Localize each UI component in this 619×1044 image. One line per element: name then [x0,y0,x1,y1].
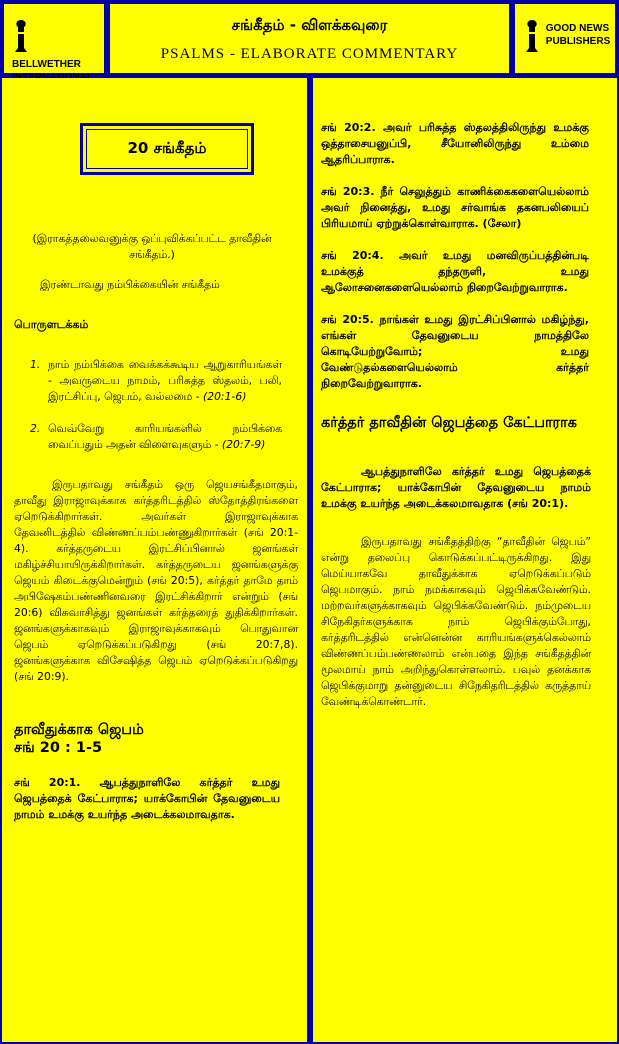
right-column [313,78,617,1042]
outline-reference: (20:7-9) [221,438,266,451]
intro-paragraph: இருபதாவது சங்கீதம் ஒரு ஜெயசங்கீதமாகும், தாவீது இராஜாவுக்காக கர்த்தரிடத்தில் ஸ்தோத்திரங்களை ஏறெடுக்கிறார்கள். அவர்கள் இராஜாவுக்காக தேவனிடத்தில் விண்ணப்பம்பண்ணுகிறார்கள் (சங் 20:1-4). கர்த்தருடைய இரட்சிப்பினால் ஜனங்கள் மகிழ்ச்சியாயிருக்கிறார்கள். கர்த்தருடைய ஜனங்களுக்கு ஜெயம் கிடைக்குமென்றும் (சங் 20:5), கர்த்தர் தாமே தாம் அபிஷேகம்பண்ணினவரை இரட்சிக்கிறார் என்றும் (சங் 20:6) விசுவாசித்து ஜனங்கள் கர்த்தரைத் துதிக்கிறார்கள். ஜனங்களுக்காகவும் இராஜாவுக்காகவும் பொதுவான ஜெபம் ஏறெடுக்கப்படுகிறது (சங் 20:7,8). ஜனங்களுக்காக விசேஷித்த ஜெபம் ஏறெடுக்கப்படுகிறது (சங் 20:9). [14,478,298,683]
psalm-subtitle: இரண்டாவது நம்பிக்கையின் சங்கீதம் [40,278,220,291]
left-column [2,78,307,1042]
header-title-english: PSALMS - ELABORATE COMMENTARY [160,46,459,62]
outline-text: நாம் நம்பிக்கை வைக்கக்கூடிய ஆறுகாரியங்கள் - அவருடைய நாமம், பரிசுத்த ஸ்தலம், பலி, இரட்சிப்பு, ஜெபம், வல்லமை - [48,358,282,403]
chapter-title: 20 சங்கீதம் [86,129,248,169]
section-reference: சங் 20 : 1-5 [14,740,103,756]
outline-reference: (20:1-6) [202,390,247,403]
ram-icon [523,18,541,54]
publisher-logo-left [2,2,106,75]
key-verse: ஆபத்துநாளிலே கர்த்தர் உமது ஜெபத்தைக் கேட்பாராக; யாக்கோபின் தேவனுடைய நாமம் உமக்கு உயர்ந்த அடைக்கலமாவதாக (சங் 20:1). [321,465,591,510]
verse-20-4: சங் 20:4. அவர் உமது மனவிருப்பத்தின்படி உமக்குத் தந்தருளி, உமது ஆலோசனைகளையெல்லாம் நிறைவேற்றுவாராக. [321,249,589,294]
page-header [108,2,511,75]
publisher-logo-right [513,2,617,75]
logo-line-2: PUBLISHERS [545,36,611,47]
outline-list [14,357,282,453]
contents-heading: பொருளடக்கம் [14,318,89,331]
logo-line-1: BELLWETHER [12,59,81,70]
header-title-tamil: சங்கீதம் - விளக்கவுரை [231,16,388,34]
subheading: கர்த்தர் தாவீதின் ஜெபத்தை கேட்பாராக [321,415,577,431]
section-heading: தாவீதுக்காக ஜெபம் [14,722,144,738]
outline-item [14,421,282,453]
verse-20-2: சங் 20:2. அவர் பரிசுத்த ஸ்தலத்திலிருந்து உமக்கு ஒத்தாசையனுப்பி, சீயோனிலிருந்து உம்மை ஆதரிப்பாராக. [321,121,589,166]
ram-icon [12,18,30,54]
outline-number: 2. [30,422,41,435]
commentary-paragraph: இருபதாவது சங்கீதத்திற்கு “தாவீதின் ஜெபம்” என்று தலைப்பு கொடுக்கப்பட்டிருக்கிறது. இது மெய்யாகவே தாவீதுக்காக ஏறெடுக்கப்படும் ஜெபமாகும். நாம் நமக்காகவும் ஜெபிக்கவேண்டும். மற்றவர்களுக்காகவும் ஜெபிக்கவேண்டும். நம்முடைய சிநேகிதர்களுக்காக நாம் ஜெபிக்கும்போது, கர்த்தரிடத்தில் என்னென்ன காரியங்களுக்கெல்லாம் விண்ணப்பம்பண்ணலாம் என்பதை இந்த சங்கீதத்தின் மூலமாய் நாம் அறிந்துகொள்ளலாம். பவுல் தனக்காக ஜெபிக்குமாறு தன்னுடைய சிநேகிதரிடத்தில் கருத்தாய் வேண்டிக்கொண்டார். [321,535,591,708]
logo-line-1: GOOD NEWS [545,23,610,34]
verse-20-5: சங் 20:5. நாங்கள் உமது இரட்சிப்பினால் மகிழ்ந்து, எங்கள் தேவனுடைய நாமத்திலே கொடியேற்றுவோம்; உமது வேண்டுதல்களையெல்லாம் கர்த்தர் நிறைவேற்றுவாராக. [321,313,589,390]
outline-number: 1. [30,358,41,371]
chapter-title-box [80,123,254,175]
outline-text: வெவ்வேறு காரியங்களில் நம்பிக்கை வைப்பதும் அதன் விளைவுகளும் - [48,422,282,451]
verse-20-1: சங் 20:1. ஆபத்துநாளிலே கர்த்தர் உமது ஜெபத்தைக் கேட்பாராக; யாக்கோபின் தேவனுடைய நாமம் உமக்கு உயர்ந்த அடைக்கலமாவதாக. [14,776,280,821]
outline-item [14,357,282,405]
verse-20-3: சங் 20:3. நீர் செலுத்தும் காணிக்கைகளையெல்லாம் அவர் நினைத்து, உமது சர்வாங்க தகனபலியைப் பிரியமாய் ஏற்றுக்கொள்வாராக. (சேலா) [321,185,589,230]
superscription: (இராகத்தலைவனுக்கு ஒப்புவிக்கப்பட்ட தாவீதின் சங்கீதம்.) [32,232,272,261]
